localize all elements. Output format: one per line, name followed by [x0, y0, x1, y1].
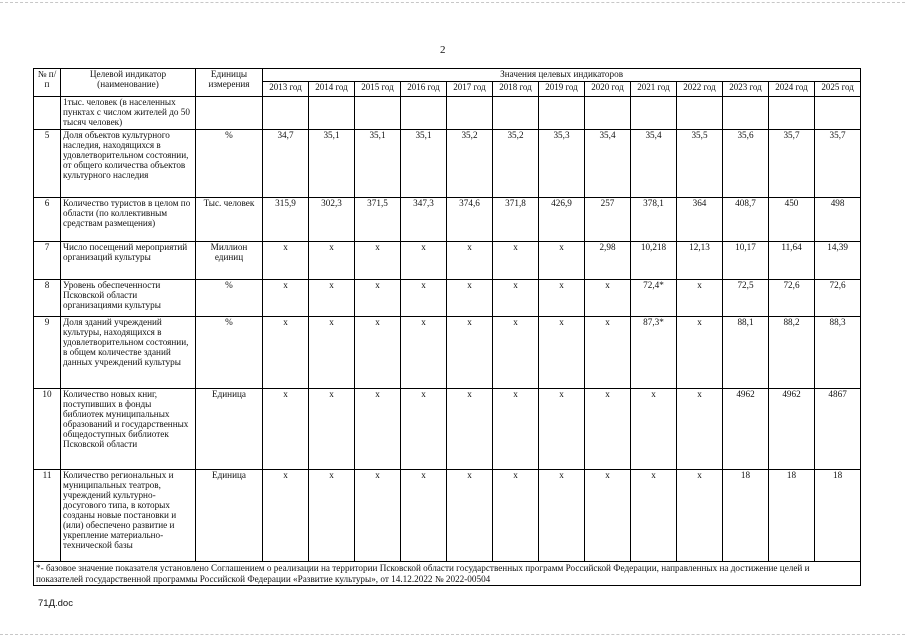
value-cell: х	[263, 316, 309, 388]
table-row	[34, 241, 861, 279]
value-cell: х	[447, 388, 493, 469]
value-cell: 18	[723, 469, 769, 561]
value-cell: х	[401, 469, 447, 561]
value-cell: 35,1	[401, 129, 447, 197]
value-cell	[401, 96, 447, 129]
value-cell: х	[585, 388, 631, 469]
table-row	[34, 388, 861, 469]
value-cell: 35,1	[309, 129, 355, 197]
row-number: 11	[34, 469, 61, 561]
value-cell: х	[447, 469, 493, 561]
indicator-name: Количество региональных и муниципальных театров, учреждений культурно-досугового типа, в которых созданы новые постановки и (или) обеспечено развитие и укрепление материально-технической базы	[61, 469, 196, 561]
table-row	[34, 129, 861, 197]
row-number: 5	[34, 129, 61, 197]
value-cell: 371,5	[355, 197, 401, 241]
value-cell	[447, 96, 493, 129]
unit-cell	[196, 96, 263, 129]
row-number: 8	[34, 279, 61, 316]
year-header: 2021 год	[631, 81, 677, 96]
indicator-name: Доля объектов культурного наследия, находящихся в удовлетворительном состоянии, от общего количества объектов культурного наследия	[61, 129, 196, 197]
value-cell	[677, 96, 723, 129]
value-cell: х	[401, 241, 447, 279]
value-cell: 498	[815, 197, 861, 241]
value-cell: 35,2	[447, 129, 493, 197]
value-cell: х	[493, 279, 539, 316]
year-header: 2014 год	[309, 81, 355, 96]
value-cell: 4962	[723, 388, 769, 469]
value-cell: х	[355, 279, 401, 316]
value-cell: 4867	[815, 388, 861, 469]
value-cell	[263, 96, 309, 129]
value-cell	[585, 96, 631, 129]
year-header: 2018 год	[493, 81, 539, 96]
value-cell: х	[263, 279, 309, 316]
value-cell: х	[309, 279, 355, 316]
value-cell	[769, 96, 815, 129]
indicator-name: Количество новых книг, поступивших в фонды библиотек муниципальных образований и государственных общедоступных библиотек Псковской области	[61, 388, 196, 469]
indicators-table	[33, 68, 861, 586]
header-unit: Единицы измерения	[196, 69, 263, 97]
value-cell: х	[309, 469, 355, 561]
value-cell: х	[263, 241, 309, 279]
value-cell: х	[493, 241, 539, 279]
table-row	[34, 469, 861, 561]
value-cell: х	[677, 316, 723, 388]
footnote: *- базовое значение показателя установлено Соглашением о реализации на территории Псковской области государственных программ Российской Федерации, направленных на достижение целей и показателей государственной программы Российской Федерации «Развитие культуры», от 14.12.2022 № 2022-00504	[34, 561, 861, 585]
value-cell	[539, 96, 585, 129]
value-cell: 35,7	[769, 129, 815, 197]
footnote-row	[34, 561, 861, 585]
indicator-name: Уровень обеспеченности Псковской области организациями культуры	[61, 279, 196, 316]
value-cell	[723, 96, 769, 129]
value-cell: 257	[585, 197, 631, 241]
value-cell: х	[539, 279, 585, 316]
value-cell: 12,13	[677, 241, 723, 279]
value-cell: 302,3	[309, 197, 355, 241]
value-cell: х	[585, 316, 631, 388]
header-num: № п/п	[34, 69, 61, 97]
value-cell: 88,3	[815, 316, 861, 388]
value-cell: 2,98	[585, 241, 631, 279]
row-number: 7	[34, 241, 61, 279]
value-cell: х	[401, 279, 447, 316]
value-cell: 378,1	[631, 197, 677, 241]
value-cell: 450	[769, 197, 815, 241]
unit-cell: Единица	[196, 388, 263, 469]
value-cell: 364	[677, 197, 723, 241]
row-number	[34, 96, 61, 129]
value-cell: х	[539, 469, 585, 561]
value-cell: 35,4	[585, 129, 631, 197]
value-cell: х	[539, 241, 585, 279]
indicator-name: 1тыс. человек (в населенных пунктах с числом жителей до 50 тысяч человек)	[61, 96, 196, 129]
value-cell: 35,7	[815, 129, 861, 197]
value-cell: 35,5	[677, 129, 723, 197]
header-values: Значения целевых индикаторов	[263, 69, 861, 82]
scan-edge-top	[0, 2, 905, 5]
year-header: 2016 год	[401, 81, 447, 96]
value-cell: 72,5	[723, 279, 769, 316]
value-cell: 11,64	[769, 241, 815, 279]
year-header: 2019 год	[539, 81, 585, 96]
value-cell: х	[309, 388, 355, 469]
header-indicator: Целевой индикатор (наименование)	[61, 69, 196, 97]
table-row	[34, 197, 861, 241]
value-cell: 34,7	[263, 129, 309, 197]
value-cell: х	[585, 279, 631, 316]
value-cell: 408,7	[723, 197, 769, 241]
value-cell: 371,8	[493, 197, 539, 241]
value-cell: 347,3	[401, 197, 447, 241]
value-cell: х	[493, 316, 539, 388]
indicator-name: Количество туристов в целом по области (по коллективным средствам размещения)	[61, 197, 196, 241]
indicator-name: Доля зданий учреждений культуры, находящихся в удовлетворительном состоянии, в общем количестве зданий данных учреждений культуры	[61, 316, 196, 388]
value-cell: 18	[815, 469, 861, 561]
year-header: 2024 год	[769, 81, 815, 96]
value-cell: х	[263, 388, 309, 469]
unit-cell: Миллион единиц	[196, 241, 263, 279]
value-cell: х	[355, 388, 401, 469]
value-cell: х	[263, 469, 309, 561]
value-cell: х	[677, 388, 723, 469]
unit-cell: %	[196, 129, 263, 197]
value-cell	[493, 96, 539, 129]
table-row	[34, 316, 861, 388]
indicator-name: Число посещений мероприятий организаций культуры	[61, 241, 196, 279]
value-cell: 87,3*	[631, 316, 677, 388]
value-cell: 4962	[769, 388, 815, 469]
value-cell: х	[677, 469, 723, 561]
value-cell: х	[447, 241, 493, 279]
unit-cell: %	[196, 316, 263, 388]
value-cell: х	[447, 316, 493, 388]
value-cell: 88,2	[769, 316, 815, 388]
value-cell: х	[401, 316, 447, 388]
year-header: 2020 год	[585, 81, 631, 96]
value-cell: х	[309, 316, 355, 388]
value-cell: 14,39	[815, 241, 861, 279]
page-number: 2	[440, 44, 446, 56]
table-row	[34, 96, 861, 129]
value-cell: 35,1	[355, 129, 401, 197]
value-cell	[355, 96, 401, 129]
scan-edge-bottom	[0, 634, 905, 637]
unit-cell: Тыс. человек	[196, 197, 263, 241]
value-cell	[631, 96, 677, 129]
value-cell: 315,9	[263, 197, 309, 241]
value-cell: 35,3	[539, 129, 585, 197]
value-cell: х	[355, 241, 401, 279]
value-cell: х	[631, 469, 677, 561]
file-name: 71Д.doc	[38, 598, 73, 609]
year-header: 2017 год	[447, 81, 493, 96]
value-cell: 35,2	[493, 129, 539, 197]
value-cell: х	[493, 388, 539, 469]
value-cell: 374,6	[447, 197, 493, 241]
value-cell: х	[355, 316, 401, 388]
value-cell: х	[677, 279, 723, 316]
value-cell: 72,6	[769, 279, 815, 316]
value-cell	[815, 96, 861, 129]
value-cell: 72,6	[815, 279, 861, 316]
year-header: 2022 год	[677, 81, 723, 96]
header-row	[34, 69, 861, 82]
year-header: 2013 год	[263, 81, 309, 96]
table-row	[34, 279, 861, 316]
value-cell	[309, 96, 355, 129]
value-cell: х	[447, 279, 493, 316]
unit-cell: %	[196, 279, 263, 316]
value-cell: 18	[769, 469, 815, 561]
value-cell: х	[355, 469, 401, 561]
value-cell: 426,9	[539, 197, 585, 241]
value-cell: 10,17	[723, 241, 769, 279]
year-header: 2025 год	[815, 81, 861, 96]
row-number: 10	[34, 388, 61, 469]
value-cell: 88,1	[723, 316, 769, 388]
value-cell: х	[309, 241, 355, 279]
value-cell: х	[539, 316, 585, 388]
year-header: 2015 год	[355, 81, 401, 96]
value-cell: 35,6	[723, 129, 769, 197]
value-cell: 35,4	[631, 129, 677, 197]
value-cell: 10,218	[631, 241, 677, 279]
value-cell: х	[493, 469, 539, 561]
value-cell: х	[631, 388, 677, 469]
row-number: 6	[34, 197, 61, 241]
row-number: 9	[34, 316, 61, 388]
value-cell: х	[539, 388, 585, 469]
unit-cell: Единица	[196, 469, 263, 561]
value-cell: х	[401, 388, 447, 469]
year-header: 2023 год	[723, 81, 769, 96]
value-cell: х	[585, 469, 631, 561]
value-cell: 72,4*	[631, 279, 677, 316]
